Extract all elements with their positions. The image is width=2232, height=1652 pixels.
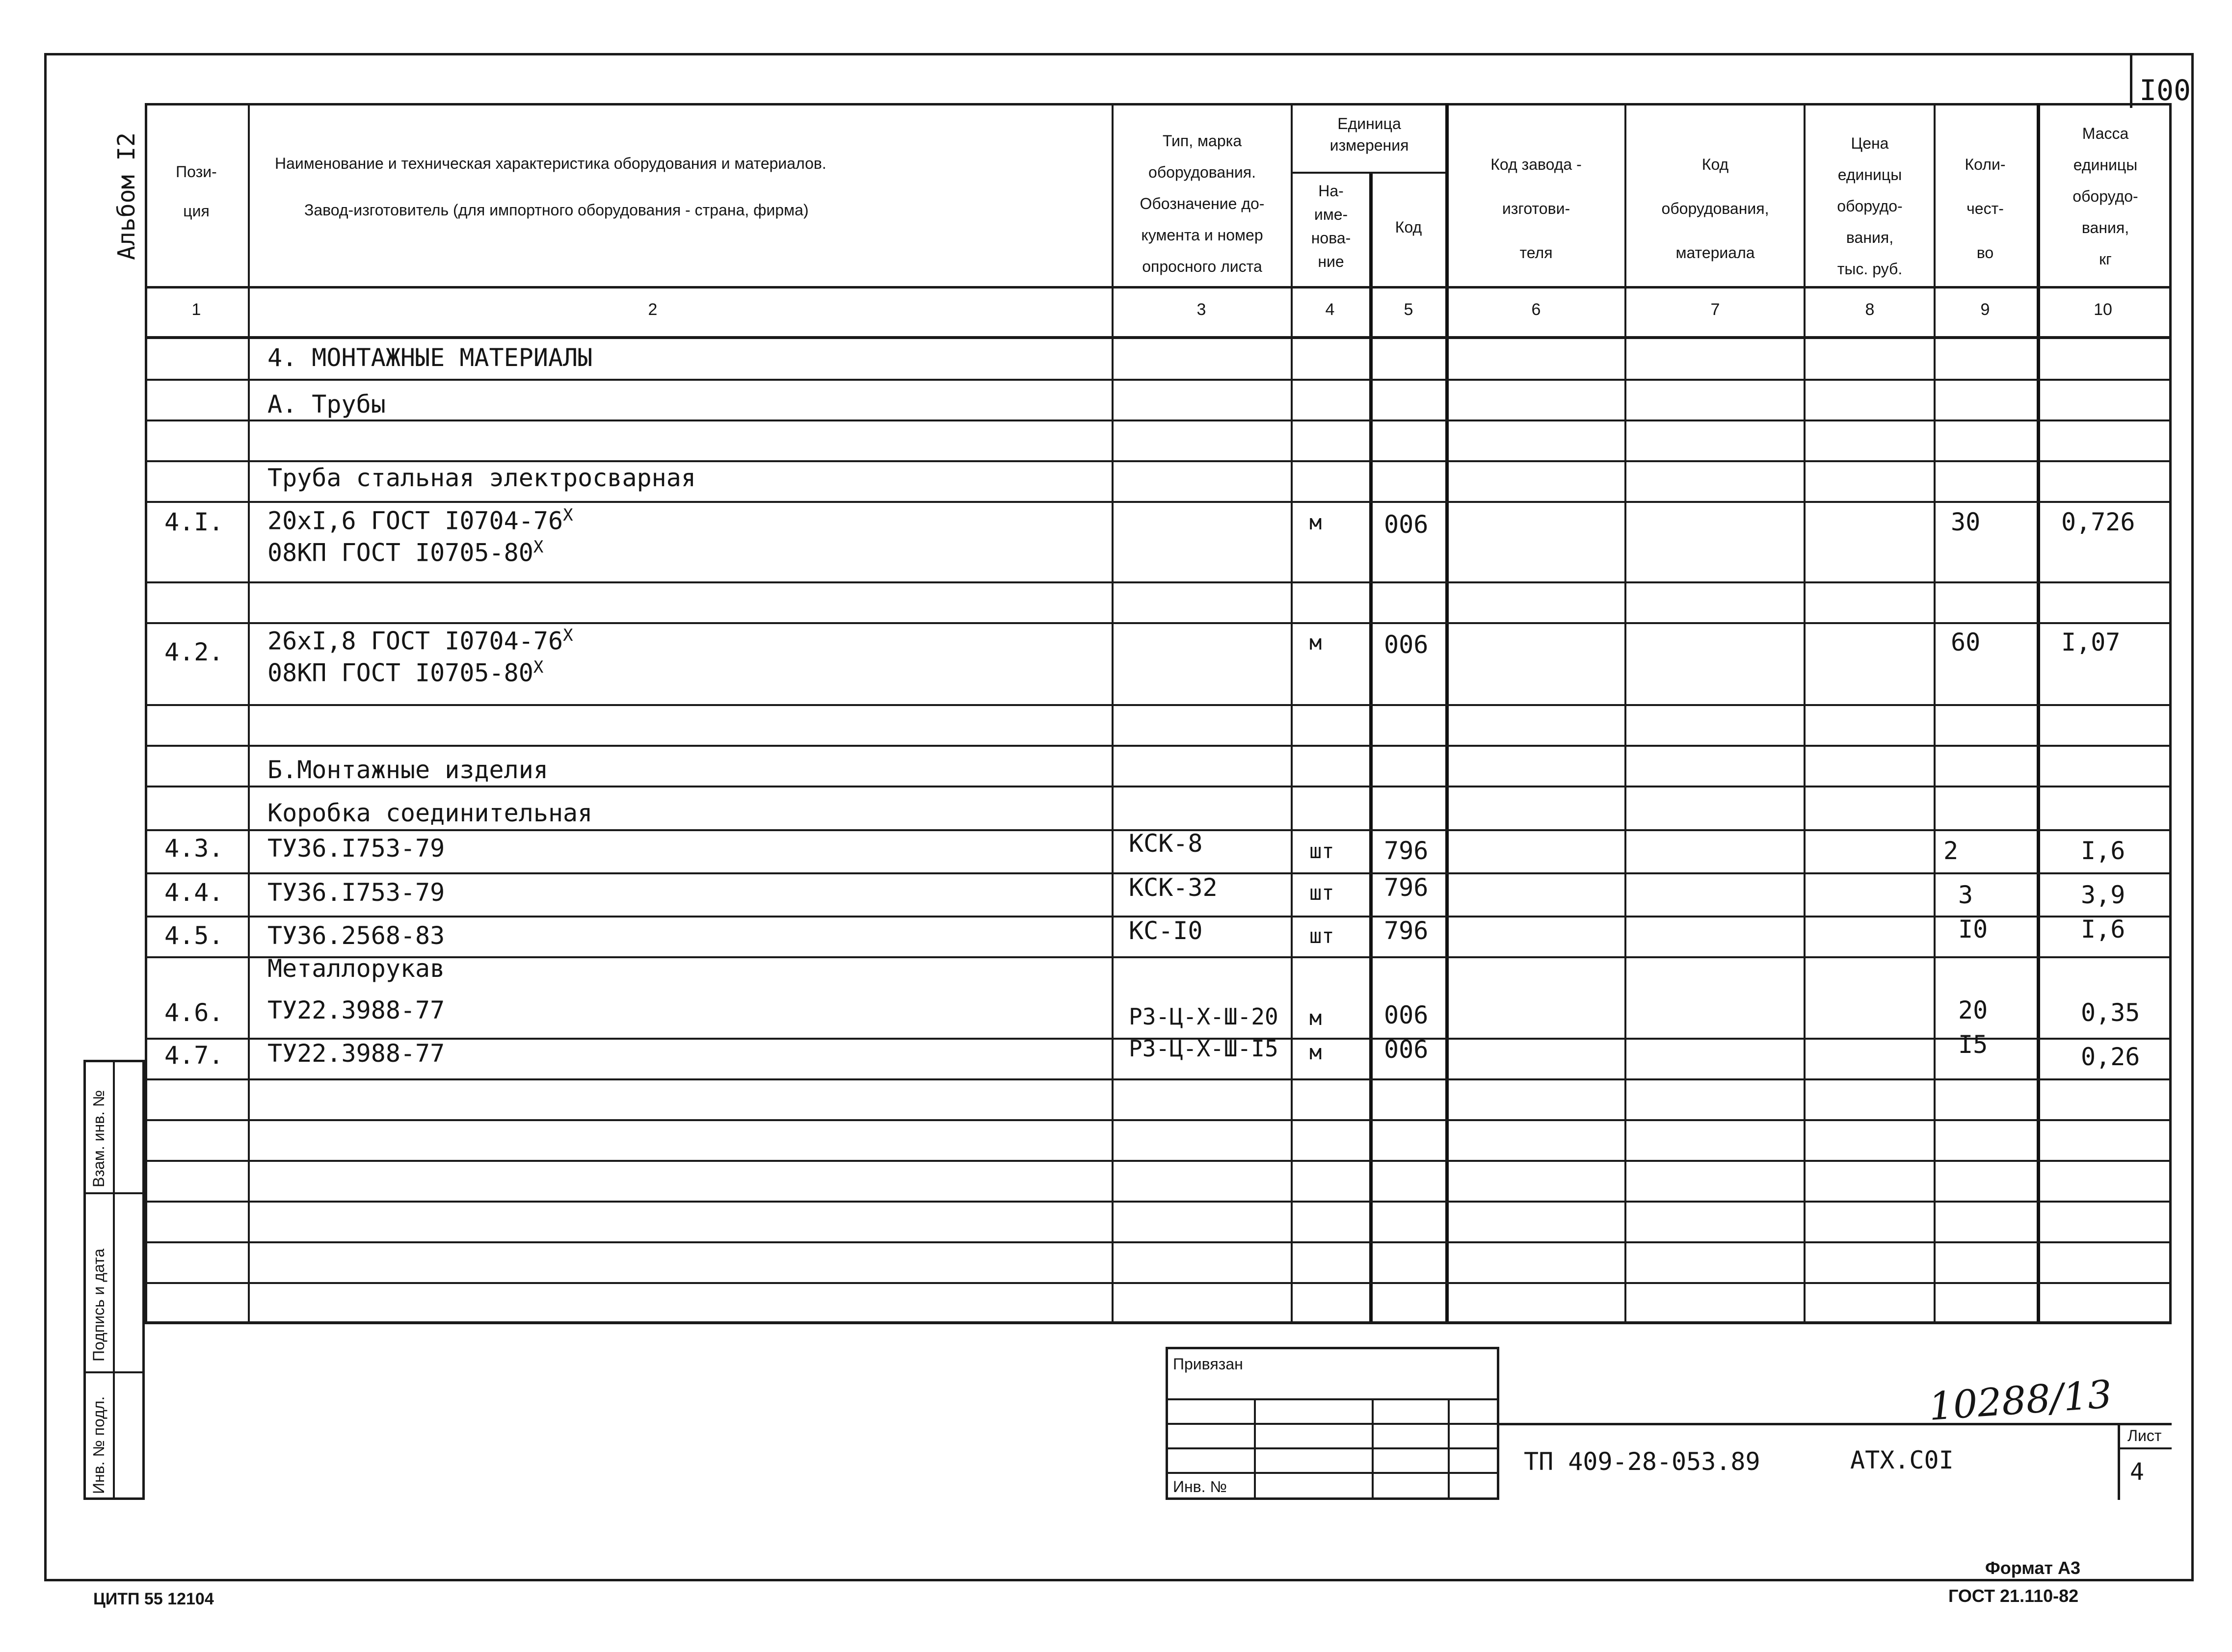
row-4-5-mass: I,6	[2081, 915, 2126, 944]
header-price: Цена единицы оборудо- вания, тыс. руб.	[1837, 134, 1903, 278]
row-line	[145, 956, 2172, 958]
sheet-number: I00	[2139, 74, 2191, 107]
binding-stamp	[1166, 1347, 1499, 1500]
document-code: ТП 409-28-053.89	[1524, 1447, 1760, 1476]
unit-header-divider	[1291, 172, 1445, 174]
row-line	[145, 704, 2172, 706]
row-4-3-code: 796	[1384, 837, 1429, 865]
row-line	[145, 745, 2172, 747]
row-4-7-mass: 0,26	[2081, 1043, 2140, 1071]
row-4-3-unit: шт	[1309, 839, 1334, 863]
sheet-label: Лист	[2127, 1427, 2162, 1444]
subsection-installation-items: Б.Монтажные изделия	[267, 756, 548, 784]
row-4-5-code: 796	[1384, 917, 1429, 945]
row-4-4-name: ТУ36.I753-79	[267, 878, 445, 907]
colnum-5: 5	[1404, 300, 1413, 319]
signature-date-label: Подпись и дата	[90, 1248, 107, 1362]
row-4-4-mass: 3,9	[2081, 881, 2126, 909]
row-4-6-code: 006	[1384, 1001, 1429, 1029]
colnum-6: 6	[1531, 300, 1541, 319]
row-4-2-qty: 60	[1951, 628, 1981, 656]
row-4-4-code: 796	[1384, 873, 1429, 902]
row-4-2-unit: м	[1309, 630, 1322, 655]
row-line	[145, 622, 2172, 624]
header-unit-code: Код	[1395, 218, 1422, 236]
row-4-1-mass: 0,726	[2061, 508, 2135, 536]
row-line	[145, 1078, 2172, 1080]
row-4-7-name: ТУ22.3988-77	[267, 1039, 445, 1068]
row-4-1-qty: 30	[1951, 508, 1981, 536]
row-4-5-unit: шт	[1309, 924, 1334, 948]
row-4-2-name2: 08КП ГОСТ $I0705-80^Х$	[267, 657, 544, 687]
row-4-6-type: РЗ-Ц-Х-Ш-20	[1129, 1003, 1278, 1030]
album-label: Альбом I2	[113, 132, 140, 260]
colnum-2: 2	[648, 300, 658, 319]
header-type: Тип, марка оборудования. Обозначение до- кумента и номер опросного листа	[1140, 132, 1265, 275]
row-4-3-type: КСК-8	[1129, 829, 1203, 858]
header-qty: Коли- чест- во	[1965, 156, 2006, 262]
colnum-9: 9	[1980, 300, 1990, 319]
row-line	[145, 1282, 2172, 1284]
title-block	[1499, 1423, 2172, 1502]
row-4-1-name: 20хI,6 ГОСТ $I0704-76^Х$	[267, 505, 573, 535]
colnum-10: 10	[2094, 300, 2112, 319]
header-equipment-code: Код оборудования, материала	[1661, 156, 1769, 262]
row-line	[145, 1201, 2172, 1203]
header-position: Пози- ция	[176, 163, 217, 220]
header-name-line2: Завод-изготовитель (для импортного оборудования - страна, фирма)	[304, 201, 809, 219]
sheet-box	[2118, 1423, 2172, 1500]
replacement-inventory-label: Взам. инв. №	[90, 1090, 107, 1187]
row-4-6-unit: м	[1309, 1006, 1322, 1030]
row-4-5-name: ТУ36.2568-83	[267, 921, 445, 950]
row-4-1-position: 4.I.	[164, 508, 224, 536]
row-4-4-unit: шт	[1309, 881, 1334, 905]
row-4-4-qty: 3	[1958, 881, 1973, 909]
row-4-1-code: 006	[1384, 510, 1429, 539]
row-4-1-unit: м	[1309, 510, 1322, 534]
section-title: 4. МОНТАЖНЫЕ МАТЕРИАЛЫ	[267, 343, 593, 372]
row-4-6-qty: 20	[1958, 996, 1988, 1024]
row-4-3-position: 4.3.	[164, 834, 224, 863]
colnum-4: 4	[1325, 300, 1335, 319]
colnum-1: 1	[191, 300, 201, 319]
row-4-2-mass: I,07	[2061, 628, 2121, 656]
row-4-6-position: 4.6.	[164, 998, 224, 1027]
row-4-7-unit: м	[1309, 1040, 1322, 1064]
row-4-6-name: ТУ22.3988-77	[267, 996, 445, 1024]
row-4-7-qty: I5	[1958, 1030, 1988, 1059]
row-4-2-code: 006	[1384, 630, 1429, 659]
row-line	[145, 1160, 2172, 1162]
row-4-3-name: ТУ36.I753-79	[267, 834, 445, 863]
sheet-number-box	[2130, 53, 2194, 108]
header-unit-name: На- име- нова- ние	[1311, 182, 1351, 270]
row-line	[145, 786, 2172, 787]
row-4-5-type: КС-I0	[1129, 917, 1203, 945]
bound-label: Привязан	[1173, 1355, 1243, 1373]
inventory-label: Инв. №	[1173, 1478, 1227, 1495]
footer-gost: ГОСТ 21.110-82	[1948, 1586, 2079, 1606]
document-mark: АТХ.С0I	[1850, 1446, 1954, 1474]
footer-left-code: ЦИТП 55 12104	[93, 1590, 214, 1608]
row-4-6-mass: 0,35	[2081, 998, 2140, 1027]
row-line	[145, 460, 2172, 462]
row-4-1-name2: 08КП ГОСТ $I0705-80^Х$	[267, 537, 544, 567]
subsection-pipes: А. Трубы	[267, 390, 386, 419]
col-divider	[1369, 172, 1373, 1324]
pipe-title: Труба стальная электросварная	[267, 464, 696, 492]
row-4-3-qty: 2	[1943, 837, 1959, 865]
header-unit: Единица измерения	[1329, 115, 1409, 154]
header-divider	[145, 286, 2172, 288]
row-4-5-qty: I0	[1958, 915, 1988, 944]
header-mass: Масса единицы оборудо- вания, кг	[2073, 125, 2138, 268]
row-4-7-code: 006	[1384, 1035, 1429, 1064]
colnum-3: 3	[1196, 300, 1206, 319]
box-title: Коробка соединительная	[267, 799, 593, 827]
header-name-line1: Наименование и техническая характеристика оборудования и материалов.	[275, 155, 826, 172]
row-4-7-position: 4.7.	[164, 1041, 224, 1070]
row-4-2-position: 4.2.	[164, 638, 224, 666]
row-4-4-type: КСК-32	[1129, 873, 1218, 902]
row-line	[145, 1241, 2172, 1243]
colnum-7: 7	[1710, 300, 1720, 319]
row-4-7-type: РЗ-Ц-Х-Ш-I5	[1129, 1035, 1278, 1062]
table-bottom	[145, 1321, 2172, 1324]
handwritten-number: 10288/13	[1927, 1372, 2114, 1429]
footer-format: Формат А3	[1985, 1558, 2081, 1578]
colnum-8: 8	[1865, 300, 1875, 319]
sheet-value: 4	[2130, 1458, 2144, 1486]
colnum-divider	[145, 336, 2172, 339]
row-4-5-position: 4.5.	[164, 921, 224, 950]
header-maker-code: Код завода - изготови- теля	[1490, 156, 1582, 262]
hose-title: Металлорукав	[267, 954, 445, 983]
row-line	[145, 420, 2172, 421]
row-line	[145, 1119, 2172, 1121]
row-4-2-name: 26хI,8 ГОСТ $I0704-76^Х$	[267, 626, 573, 656]
row-line	[145, 379, 2172, 381]
row-4-4-position: 4.4.	[164, 878, 224, 907]
row-line	[145, 501, 2172, 503]
row-line	[145, 581, 2172, 583]
row-4-3-mass: I,6	[2081, 837, 2126, 865]
original-inventory-label: Инв. № подл.	[90, 1396, 107, 1494]
approval-strip	[83, 1060, 145, 1500]
